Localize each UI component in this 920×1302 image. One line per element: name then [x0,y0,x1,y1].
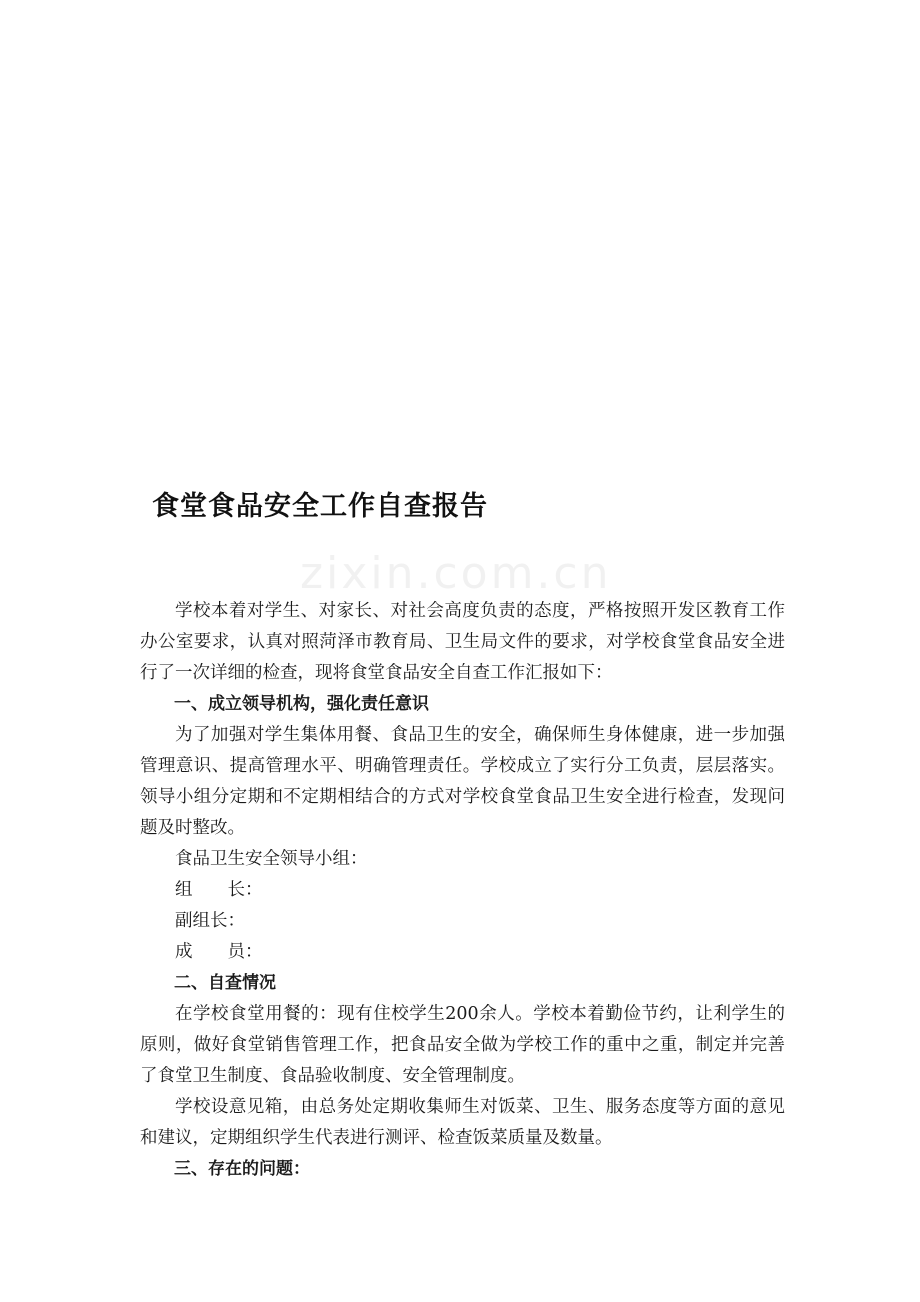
document-body [140,596,785,1185]
section-2-paragraph-1: 在学校食堂用餐的：现有住校学生200余人。学校本着勤俭节约，让利学生的原则，做好食堂销售管理工作，把食品安全做为学校工作的重中之重，制定并完善了食堂卫生制度、食品验收制度、安全管理制度。 [140,1004,785,1086]
group-label: 食品卫生安全领导小组： [175,849,368,869]
watermark: zixin.com.cn [300,548,612,599]
section-2-paragraph-2: 学校设意见箱，由总务处定期收集师生对饭菜、卫生、服务态度等方面的意见和建议，定期组织学生代表进行测评、检查饭菜质量及数量。 [140,1097,785,1148]
document-title: 食堂食品安全工作自查报告 [152,491,488,522]
section-heading-2: 二、自查情况 [174,973,276,993]
intro-paragraph: 学校本着对学生、对家长、对社会高度负责的态度，严格按照开发区教育工作办公室要求，认真对照菏泽市教育局、卫生局文件的要求，对学校食堂食品安全进行了一次详细的检查，现将食堂食品安全自查工作汇报如下： [140,601,785,683]
deputy-leader-line: 副组长： [175,911,245,931]
members-line: 成 员： [175,942,263,962]
section-heading-1: 一、成立领导机构，强化责任意识 [174,694,429,714]
group-leader-line: 组 长： [175,880,263,900]
section-1-paragraph: 为了加强对学生集体用餐、食品卫生的安全，确保师生身体健康，进一步加强管理意识、提高管理水平、明确管理责任。学校成立了实行分工负责，层层落实。领导小组分定期和不定期相结合的方式对学校食堂食品卫生安全进行检查，发现问题及时整改。 [140,725,785,838]
section-heading-3: 三、存在的问题： [174,1159,310,1179]
